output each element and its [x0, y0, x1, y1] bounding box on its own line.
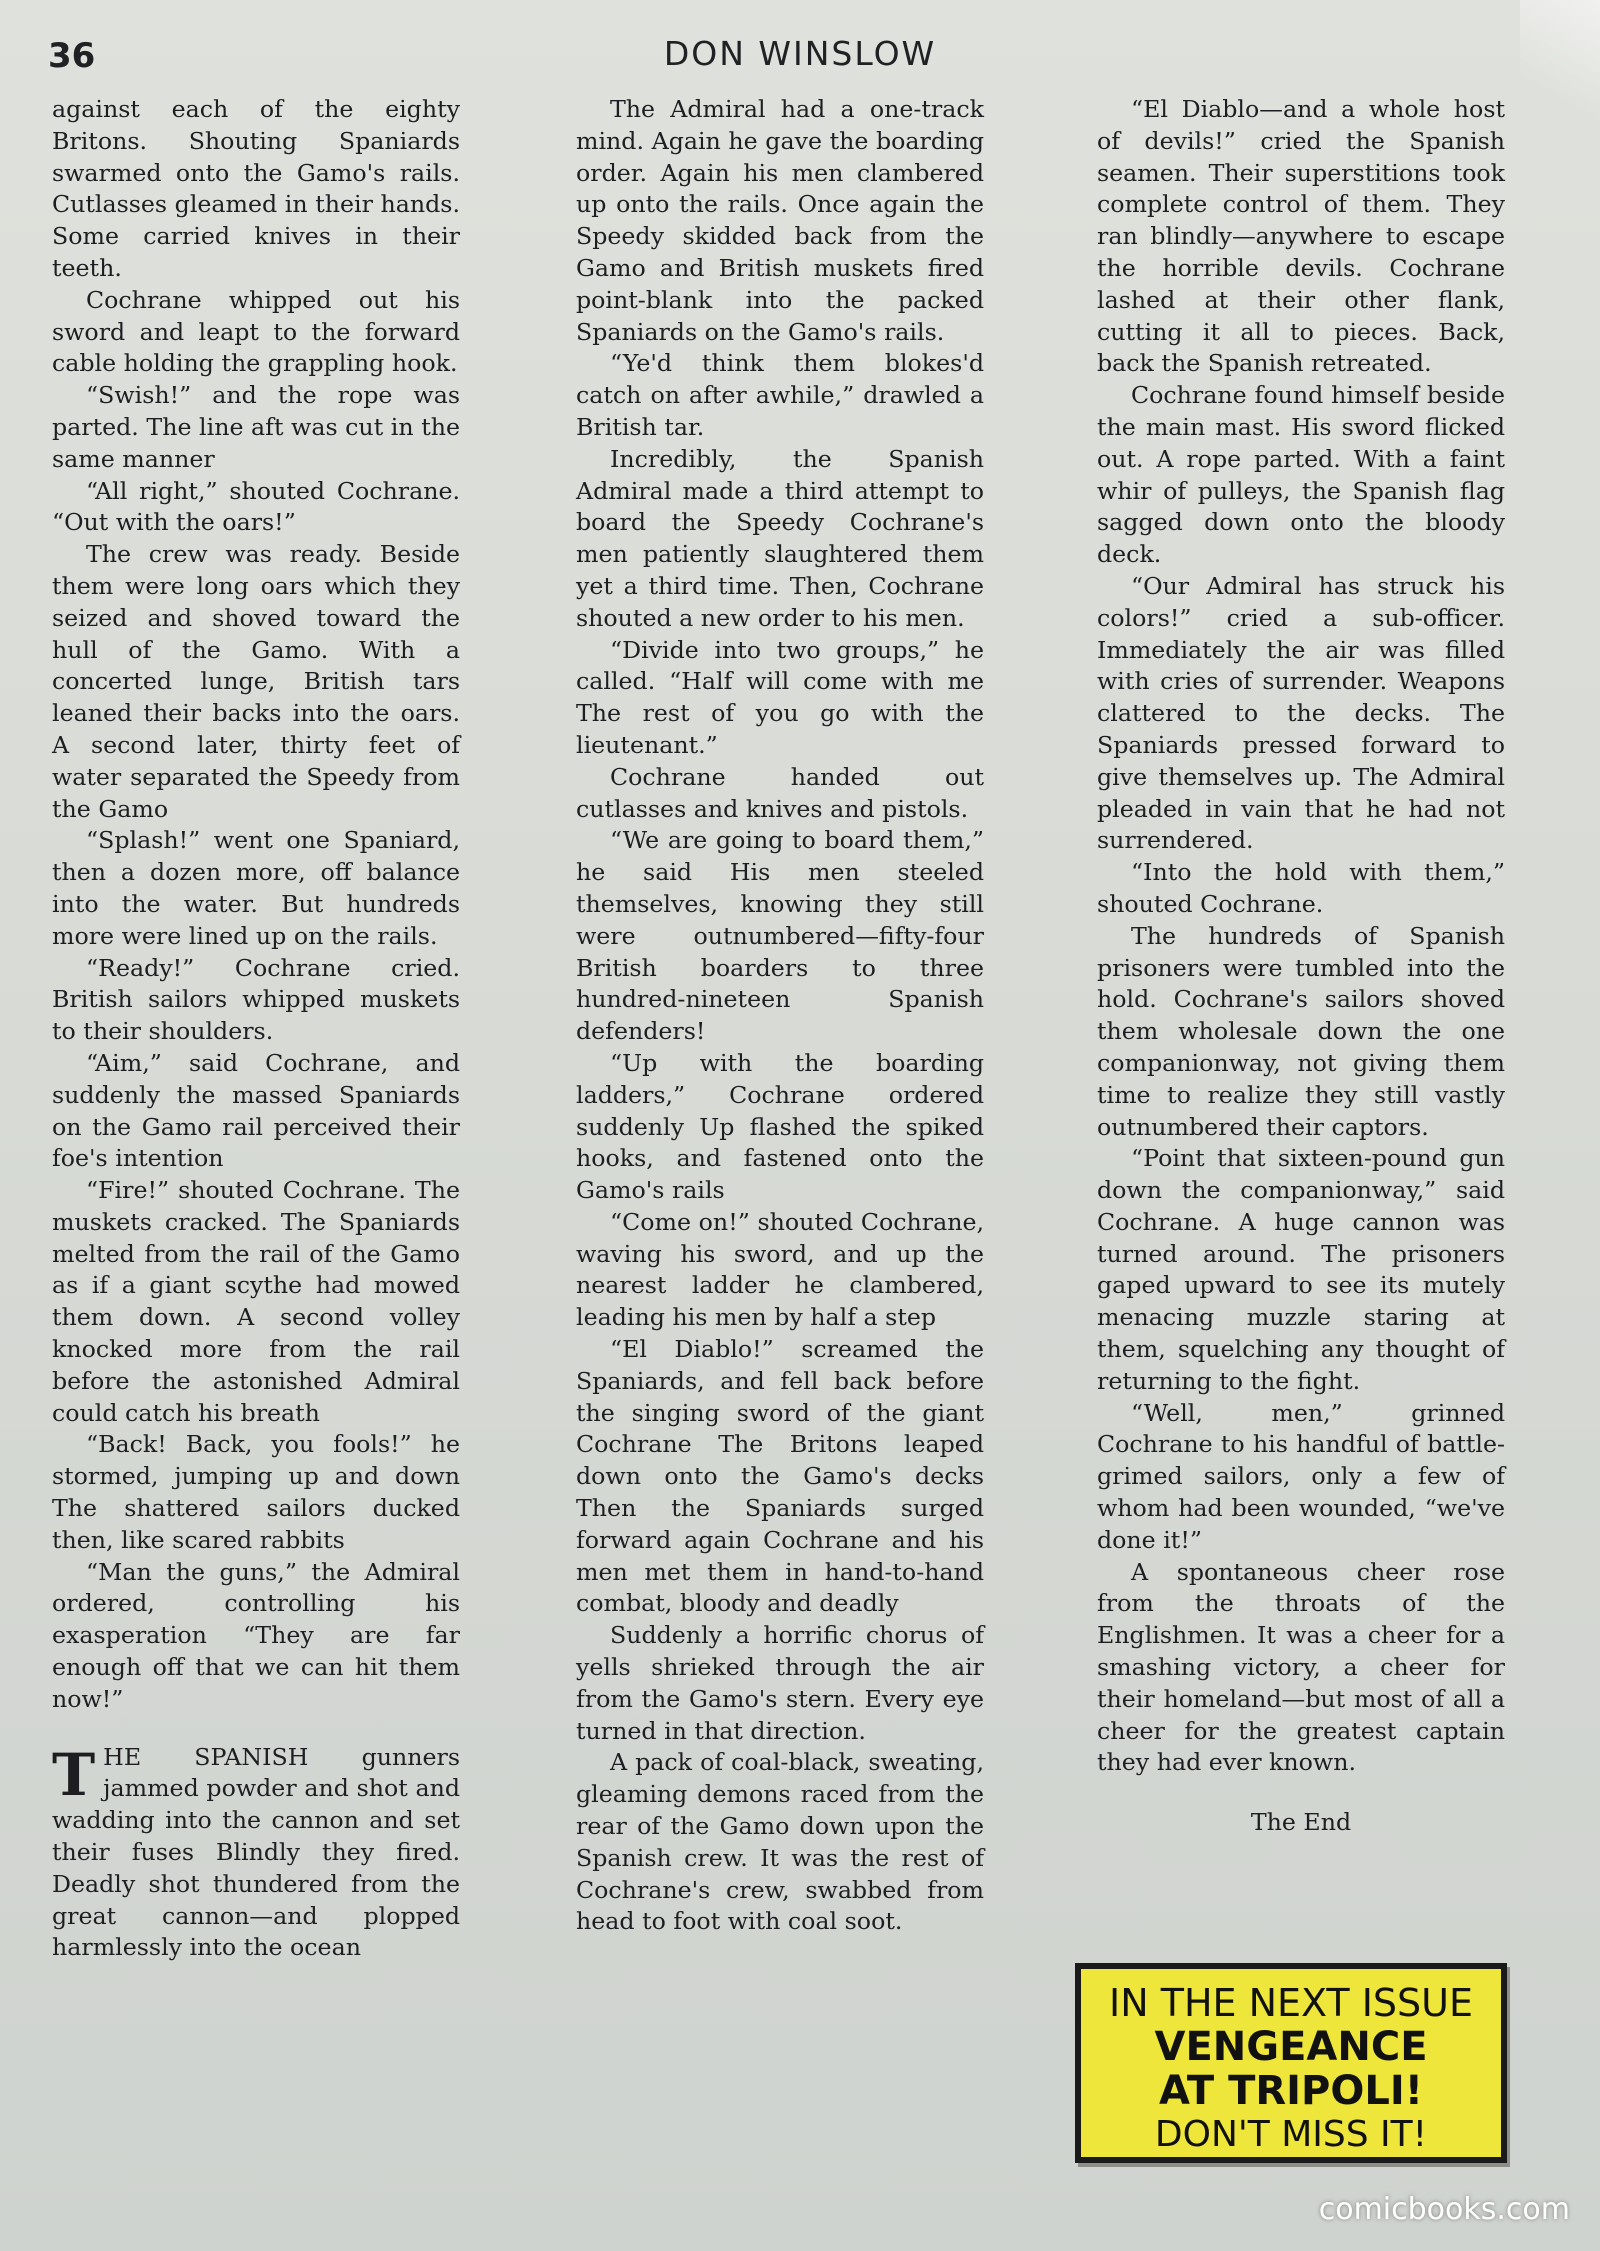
- paragraph: The Admiral had a one-track mind. Again he gave the boarding order. Again his men clambered up onto the rails. Once again the Speedy skidded back from the Gamo and British muskets fired point-blank into the packed Spaniards on the Gamo's rails.: [576, 95, 984, 346]
- paragraph: “Divide into two groups,” he called. “Half will come with me The rest of you go with the lieutenant.”: [576, 635, 984, 759]
- paragraph-body: gunners jammed powder and shot and wadding into the cannon and set their fuses Blindly they fired. Deadly shot thundered from the great cannon—and plopped harmlessly into the ocean: [52, 1742, 460, 1962]
- paragraph: A pack of coal-black, sweating, gleaming demons raced from the rear of the Gamo down upon the Spanish crew. It was the rest of Cochrane's crew, swabbed from head to foot with coal soot.: [576, 1748, 984, 1936]
- paragraph: “Point that sixteen-pound gun down the companionway,” said Cochrane. A huge cannon was turned around. The prisoners gaped upward to see its mutely menacing muzzle staring at them, squelching any thought of returning to the fight.: [1097, 1144, 1505, 1395]
- paragraph: “Back! Back, you fools!” he stormed, jumping up and down The shattered sailors ducked then, like scared rabbits: [52, 1430, 460, 1554]
- paragraph: “Splash!” went one Spaniard, then a dozen more, off balance into the water. But hundreds more were lined up on the rails.: [52, 826, 460, 950]
- paragraph: “Well, men,” grinned Cochrane to his handful of battle-grimed sailors, only a few of whom had been wounded, “we've done it!”: [1097, 1398, 1505, 1554]
- text-column-3: [1097, 94, 1505, 1839]
- paragraph: against each of the eighty Britons. Shouting Spaniards swarmed onto the Gamo's rails. Cutlasses gleamed in their hands. Some carried knives in their teeth.: [52, 95, 460, 282]
- paragraph: “Fire!” shouted Cochrane. The muskets cracked. The Spaniards melted from the rail of the Gamo as if a giant scythe had mowed them down. A second volley knocked more from the rail before the astonished Admiral could catch his breath: [52, 1176, 460, 1427]
- section-opening-paragraph: [52, 1742, 460, 1965]
- paragraph: Cochrane handed out cutlasses and knives and pistols.: [576, 762, 984, 823]
- paragraph: “We are going to board them,” he said His men steeled themselves, knowing they still were outnumbered—fifty-four British boarders to three hundred-nineteen Spanish defenders!: [576, 826, 984, 1046]
- paragraph: “Up with the boarding ladders,” Cochrane ordered suddenly Up flashed the spiked hooks, and fastened onto the Gamo's rails: [576, 1048, 984, 1205]
- text-column-2: [576, 94, 984, 1938]
- paragraph: Cochrane whipped out his sword and leapt to the forward cable holding the grappling hook.: [52, 285, 460, 378]
- paragraph: A spontaneous cheer rose from the throats of the Englishmen. It was a cheer for a smashing victory, a cheer for their homeland—but most of all a cheer for the greatest captain they had ever known.: [1097, 1557, 1505, 1777]
- next-issue-line: IN THE NEXT ISSUE: [1109, 1981, 1473, 2025]
- paragraph: The crew was ready. Beside them were long oars which they seized and shoved toward the hull of the Gamo. With a concerted lunge, British tars leaned their backs into the oars. A second later, thirty feet of water separated the Speedy from the Gamo: [52, 540, 460, 823]
- drop-cap: T: [52, 1740, 96, 1809]
- paragraph: “Swish!” and the rope was parted. The line aft was cut in the same manner: [52, 381, 460, 473]
- paragraph: “El Diablo—and a whole host of devils!” cried the Spanish seamen. Their superstitions took complete control of them. They ran blindly—anywhere to escape the horrible devils. Cochrane lashed at their other flank, cutting it all to pieces. Back, back the Spanish retreated.: [1097, 95, 1505, 378]
- paragraph: “Into the hold with them,” shouted Cochrane.: [1097, 858, 1505, 918]
- next-issue-title: AT TRIPOLI!: [1159, 2068, 1423, 2114]
- paragraph: “Man the guns,” the Admiral ordered, controlling his exasperation “They are far enough off that we can hit them now!”: [52, 1557, 460, 1713]
- next-issue-title: VENGEANCE: [1154, 2024, 1428, 2070]
- next-issue-box: [1075, 1963, 1507, 2163]
- paragraph: The hundreds of Spanish prisoners were tumbled into the hold. Cochrane's sailors shoved them wholesale down the one companionway, not giving them time to realize they still vastly outnumbered their captors.: [1097, 921, 1505, 1141]
- page-number: 36: [48, 36, 96, 76]
- watermark: comicbooks.com: [1318, 2192, 1570, 2227]
- paragraph: “Aim,” said Cochrane, and suddenly the massed Spaniards on the Gamo rail perceived their foe's intention: [52, 1048, 460, 1173]
- running-title: DON WINSLOW: [663, 34, 937, 73]
- lead-in: HE SPANISH: [103, 1742, 309, 1771]
- the-end-label: The End: [1250, 1808, 1352, 1837]
- paragraph: “Come on!” shouted Cochrane, waving his sword, and up the nearest ladder he clambered, leading his men by half a step: [576, 1207, 984, 1332]
- paragraph: Suddenly a horrific chorus of yells shrieked through the air from the Gamo's stern. Every eye turned in that direction.: [576, 1621, 984, 1745]
- paragraph: “El Diablo!” screamed the Spaniards, and fell back before the singing sword of the giant Cochrane The Britons leaped down onto the Gamo's decks Then the Spaniards surged forward again Cochrane and his men met them in hand-to-hand combat, bloody and deadly: [576, 1335, 984, 1618]
- page-fold: [1520, 0, 1600, 160]
- paragraph: “All right,” shouted Cochrane. “Out with the oars!”: [52, 476, 460, 537]
- paragraph: “Ye'd think them blokes'd catch on after awhile,” drawled a British tar.: [576, 349, 984, 441]
- paragraph: Cochrane found himself beside the main mast. His sword flicked out. A rope parted. With a faint whir of pulleys, the Spanish flag sagged down onto the bloody deck.: [1097, 381, 1505, 569]
- text-column-1: [52, 94, 460, 1964]
- next-issue-line: DON'T MISS IT!: [1154, 2114, 1428, 2155]
- paragraph: Incredibly, the Spanish Admiral made a third attempt to board the Speedy Cochrane's men patiently slaughtered them yet a third time. Then, Cochrane shouted a new order to his men.: [576, 444, 984, 632]
- paragraph: “Ready!” Cochrane cried. British sailors whipped muskets to their shoulders.: [52, 953, 460, 1046]
- paragraph: “Our Admiral has struck his colors!” cried a sub-officer. Immediately the air was filled with cries of surrender. Weapons clattered to the decks. The Spaniards pressed forward to give themselves up. The Admiral pleaded in vain that he had not surrendered.: [1097, 571, 1505, 855]
